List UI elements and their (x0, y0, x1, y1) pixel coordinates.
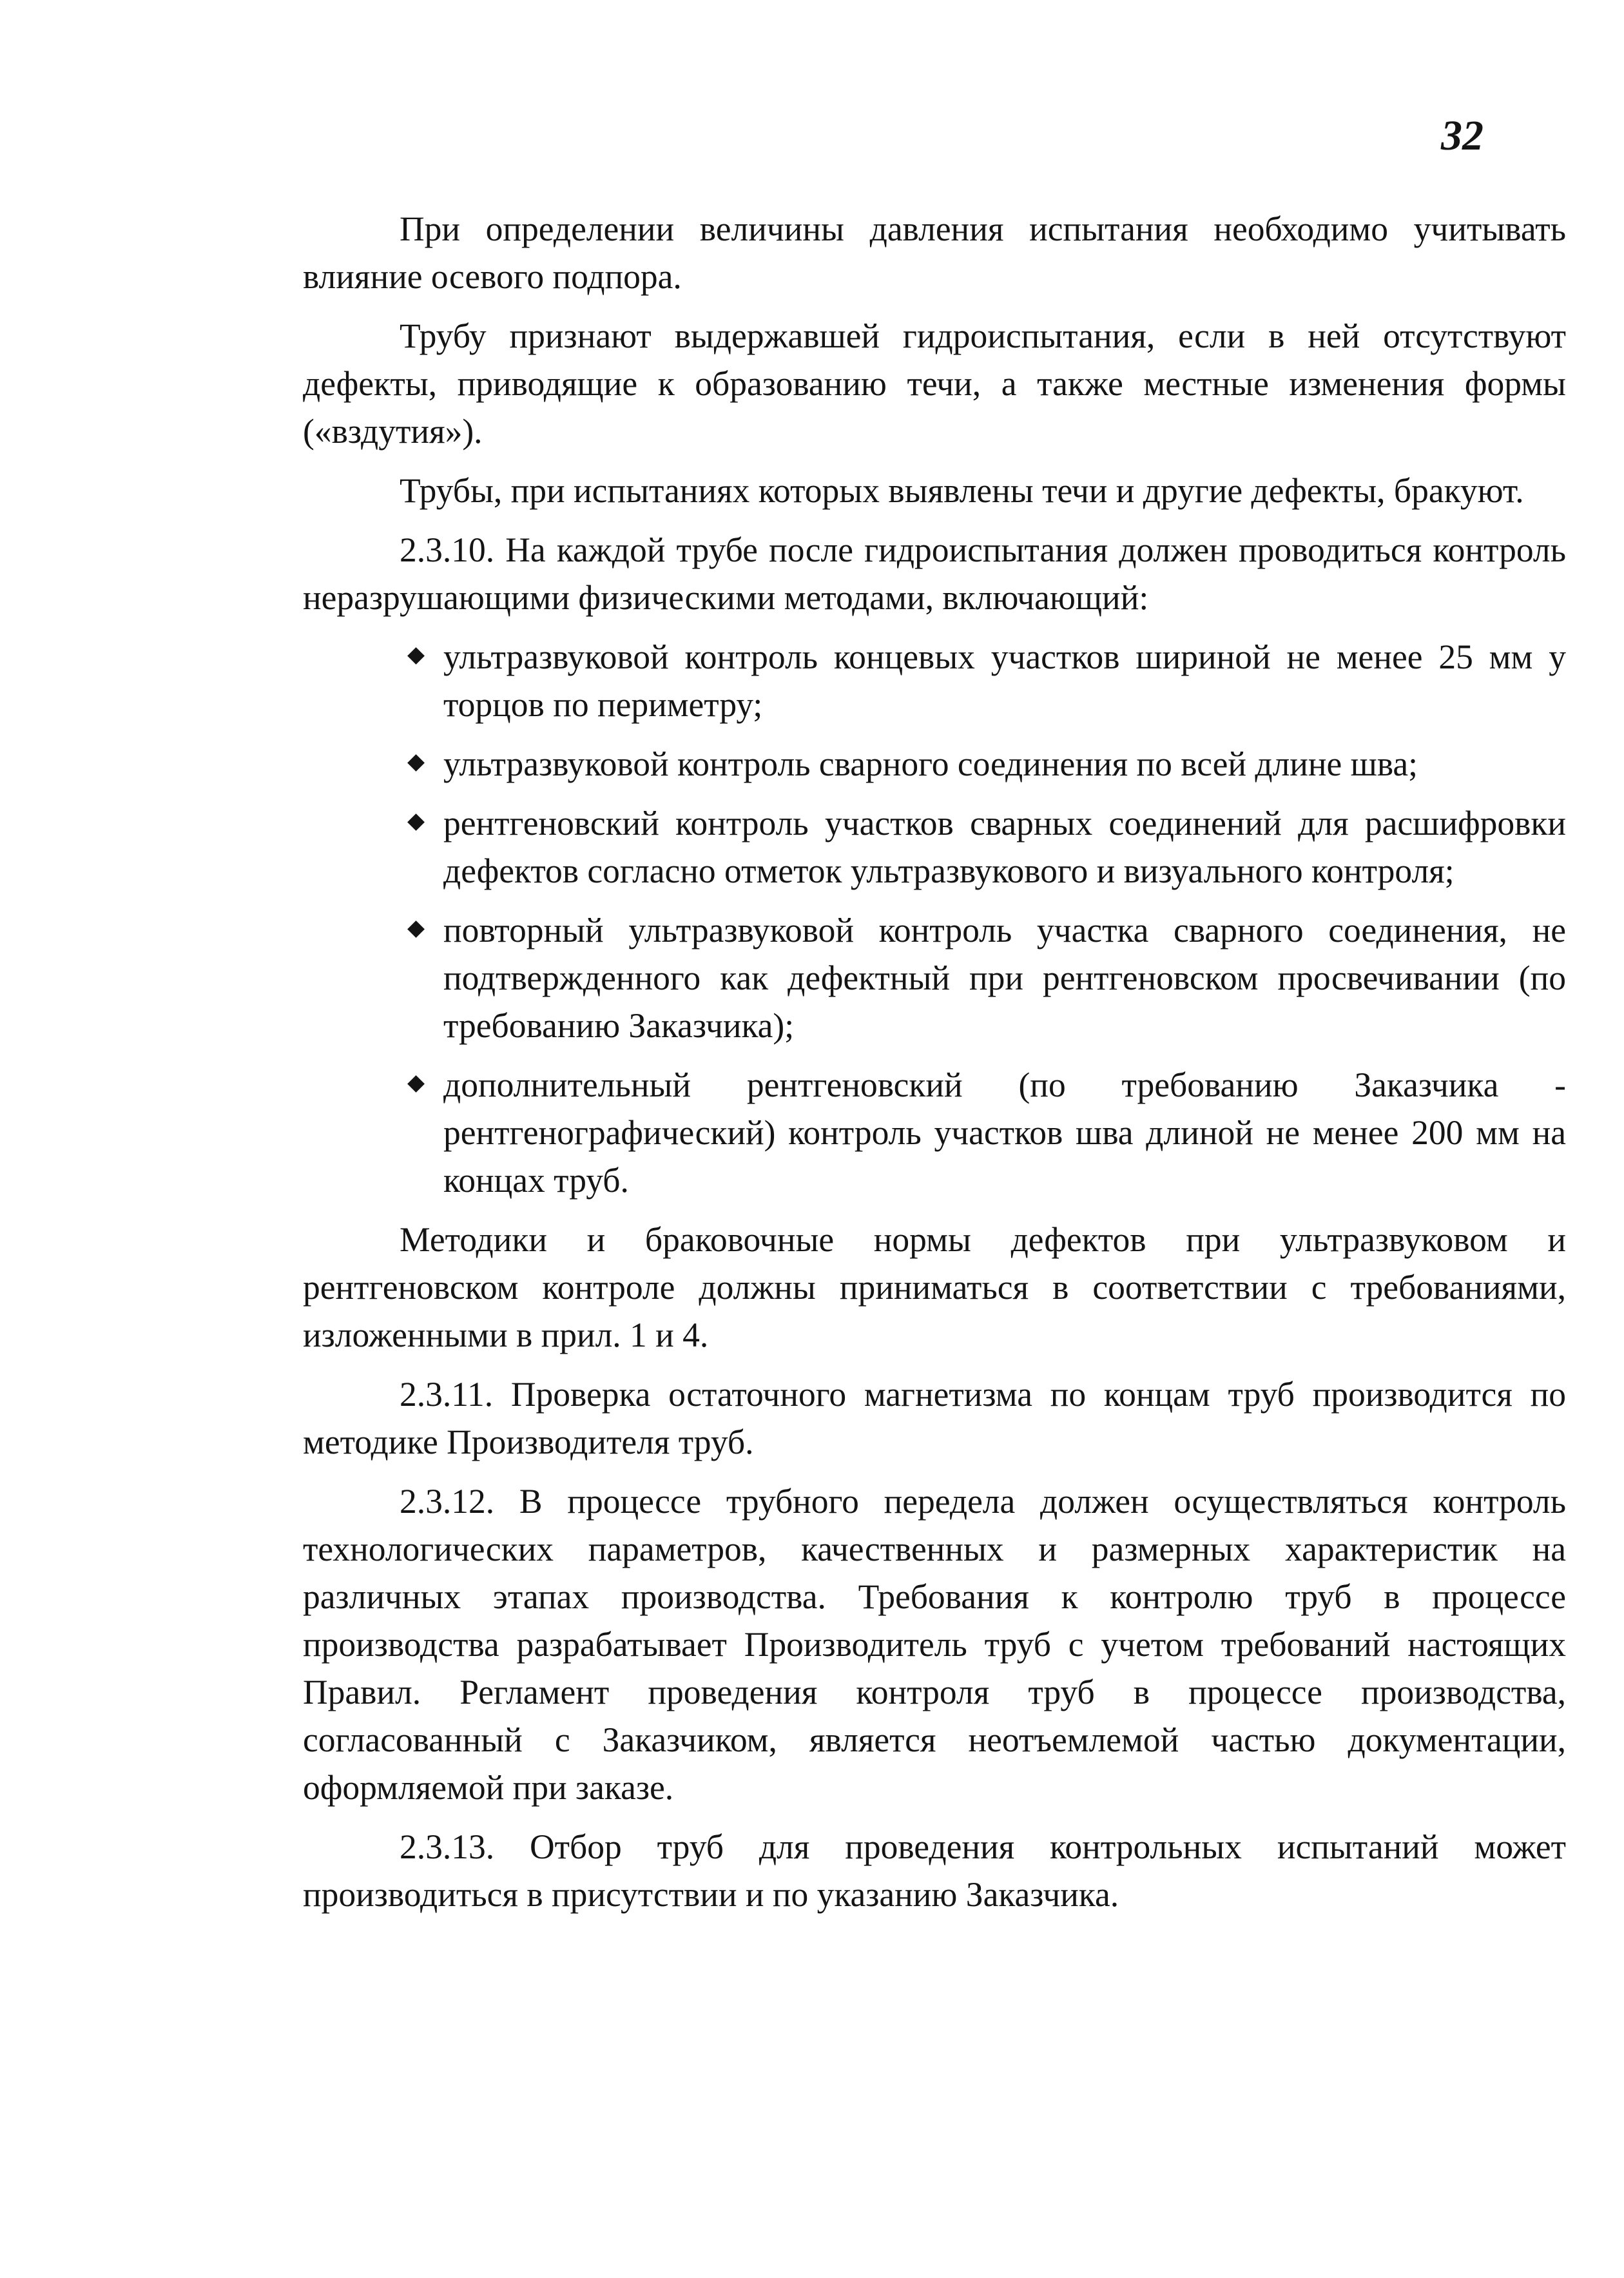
list-item-text: рентгеновский контроль участков сварных соединений для расшифровки дефектов согласно отметок ультразвукового и визуального контроля; (443, 804, 1566, 890)
paragraph-2-3-11: 2.3.11. Проверка остаточного магнетизма по концам труб производится по методике Производителя труб. (303, 1375, 1566, 1461)
paragraph-2-3-13: 2.3.13. Отбор труб для проведения контрольных испытаний может производиться в присутствии и по указанию Заказчика. (303, 1827, 1566, 1914)
list-item-text: ультразвуковой контроль концевых участков шириной не менее 25 мм у торцов по периметру; (443, 638, 1566, 724)
list-item-text: повторный ультразвуковой контроль участка сварного соединения, не подтвержденного как дефектный при рентгеновском просвечивании (по требованию Заказчика); (443, 911, 1566, 1045)
list-item (303, 1061, 1566, 1204)
list-item (303, 906, 1566, 1049)
list-item-text: дополнительный рентгеновский (по требованию Заказчика - рентгенографический) контроль участков шва длиной не менее 200 мм на концах труб. (443, 1066, 1566, 1200)
diamond-bullet-icon (407, 754, 425, 772)
paragraph-2-3-12: 2.3.12. В процессе трубного передела должен осуществляться контроль технологических параметров, качественных и размерных характеристик на различных этапах производства. Требования к контролю труб в процессе производства разрабатывает Производитель труб с учетом требований настоящих Правил. Регламент проведения контроля труб в процессе производства, согласованный с Заказчиком, является неотъемлемой частью документации, оформляемой при заказе. (303, 1482, 1566, 1807)
page-number: 32 (1441, 112, 1484, 159)
paragraph-2-3-10: 2.3.10. На каждой трубе после гидроиспытания должен проводиться контроль неразрушающими физическими методами, включающий: (303, 531, 1566, 617)
list-item (303, 740, 1566, 788)
ndt-methods-list (303, 633, 1566, 1204)
diamond-bullet-icon (407, 813, 425, 831)
paragraph-methods-norms: Методики и браковочные нормы дефектов при ультразвуковом и рентгеновском контроле должны приниматься в соответствии с требованиями, изложенными в прил. 1 и 4. (303, 1220, 1566, 1354)
paragraph-hydrotest-pass: Трубу признают выдержавшей гидроиспытания, если в ней отсутствуют дефекты, приводящие к образованию течи, а также местные изменения формы («вздутия»). (303, 316, 1566, 451)
list-item (303, 633, 1566, 728)
document-body (303, 205, 1566, 1930)
list-item-text: ультразвуковой контроль сварного соединения по всей длине шва; (443, 745, 1418, 783)
list-item (303, 799, 1566, 895)
paragraph-test-pressure: При определении величины давления испытания необходимо учитывать влияние осевого подпора. (303, 209, 1566, 296)
diamond-bullet-icon (407, 647, 425, 665)
paragraph-rejection: Трубы, при испытаниях которых выявлены течи и другие дефекты, бракуют. (400, 471, 1524, 510)
diamond-bullet-icon (407, 1075, 425, 1093)
diamond-bullet-icon (407, 920, 425, 938)
